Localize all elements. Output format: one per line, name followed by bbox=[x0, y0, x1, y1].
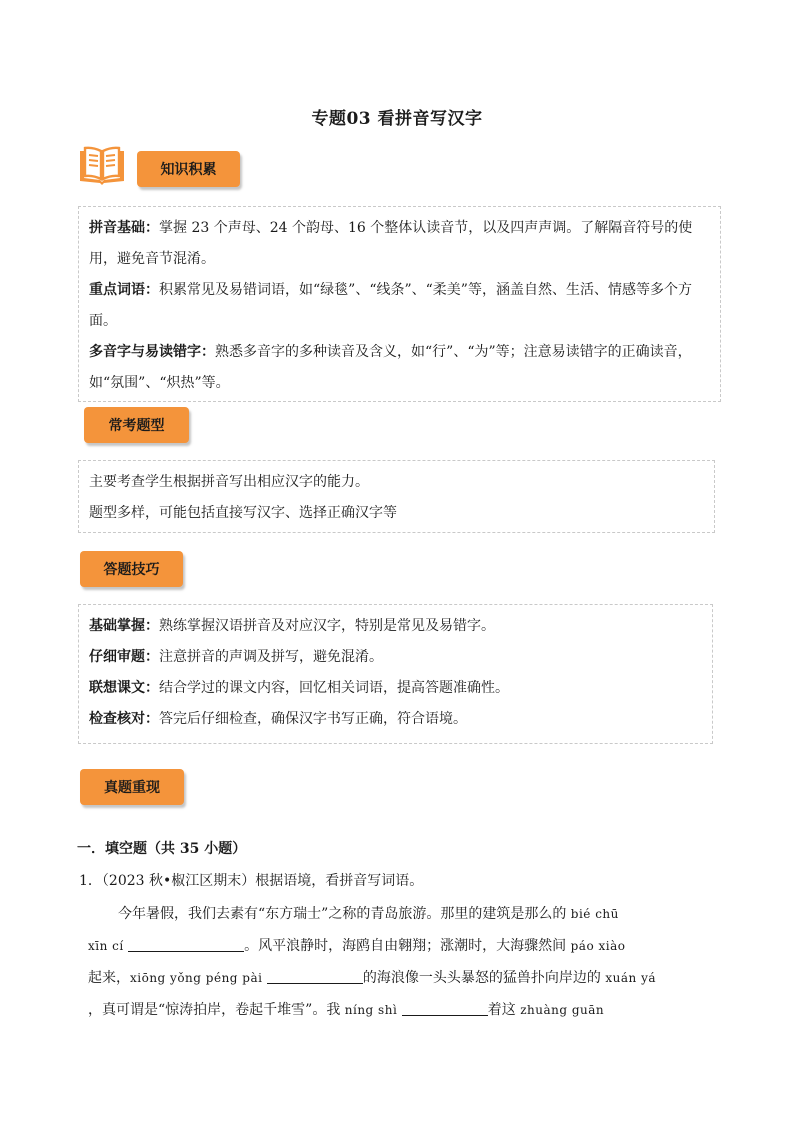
pinyin: bié chū bbox=[570, 907, 619, 921]
question-type-item: 主要考查学生根据拼音写出相应汉字的能力。 bbox=[89, 474, 369, 490]
question-type-item: 题型多样，可能包括直接写汉字、选择正确汉字等 bbox=[89, 505, 397, 521]
question-types-box bbox=[78, 460, 715, 533]
question-prompt: 1．（2023 秋•椒江区期末）根据语境，看拼音写词语。 bbox=[79, 873, 424, 889]
tag-knowledge: 知识积累 bbox=[137, 151, 240, 187]
skills-box bbox=[78, 604, 713, 744]
knowledge-item: 多音字与易读错字：熟悉多音字的多种读音及含义，如“行”、“为”等；注意易读错字的正确读音，如“氛围”、“炽热”等。 bbox=[89, 344, 692, 391]
tag-question-types: 常考题型 bbox=[84, 407, 189, 443]
passage-line: 起来，xiōng yǒng péng pài 的海浪像一头头暴怒的猛兽扑向岸边的 xuán yá bbox=[88, 970, 657, 986]
question-passage bbox=[88, 898, 718, 1026]
pinyin: zhuàng guān bbox=[520, 1003, 605, 1017]
answer-blank[interactable] bbox=[267, 968, 363, 984]
pinyin: páo xiào bbox=[570, 939, 626, 953]
open-book-icon bbox=[78, 145, 126, 187]
skill-item: 基础掌握：熟练掌握汉语拼音及对应汉字，特别是常见及易错字。 bbox=[89, 618, 495, 634]
knowledge-box bbox=[78, 206, 721, 402]
pinyin: xiōng yǒng péng pài bbox=[130, 971, 263, 985]
answer-blank[interactable] bbox=[128, 936, 244, 952]
skill-item: 检查核对：答完后仔细检查，确保汉字书写正确，符合语境。 bbox=[89, 711, 467, 727]
page-title: 专题03 看拼音写汉字 bbox=[311, 109, 483, 129]
tag-skills: 答题技巧 bbox=[80, 551, 183, 587]
knowledge-item: 重点词语：积累常见及易错词语，如“绿毯”、“线条”、“柔美”等，涵盖自然、生活、情感等多个方面。 bbox=[89, 282, 692, 329]
answer-blank[interactable] bbox=[402, 1000, 488, 1016]
passage-line: ，真可谓是“惊涛拍岸，卷起千堆雪”。我 níng shì 着这 zhuàng guān bbox=[88, 1002, 605, 1018]
pinyin: xuán yá bbox=[605, 971, 657, 985]
pinyin: xīn cí bbox=[88, 939, 124, 953]
passage-line: 今年暑假，我们去素有“东方瑞士”之称的青岛旅游。那里的建筑是那么的 bié chū bbox=[118, 906, 619, 922]
pinyin: níng shì bbox=[344, 1003, 398, 1017]
skill-item: 仔细审题：注意拼音的声调及拼写，避免混淆。 bbox=[89, 649, 383, 665]
knowledge-item: 拼音基础：掌握 23 个声母、24 个韵母、16 个整体认读音节，以及四声声调。了解隔音符号的使用，避免音节混淆。 bbox=[89, 220, 693, 267]
section-heading: 一．填空题（共 35 小题） bbox=[77, 841, 247, 857]
passage-line: xīn cí 。风平浪静时，海鸥自由翱翔；涨潮时，大海骤然间 páo xiào bbox=[88, 938, 626, 954]
skill-item: 联想课文：结合学过的课文内容，回忆相关词语，提高答题准确性。 bbox=[89, 680, 509, 696]
tag-real-questions: 真题重现 bbox=[80, 769, 184, 805]
